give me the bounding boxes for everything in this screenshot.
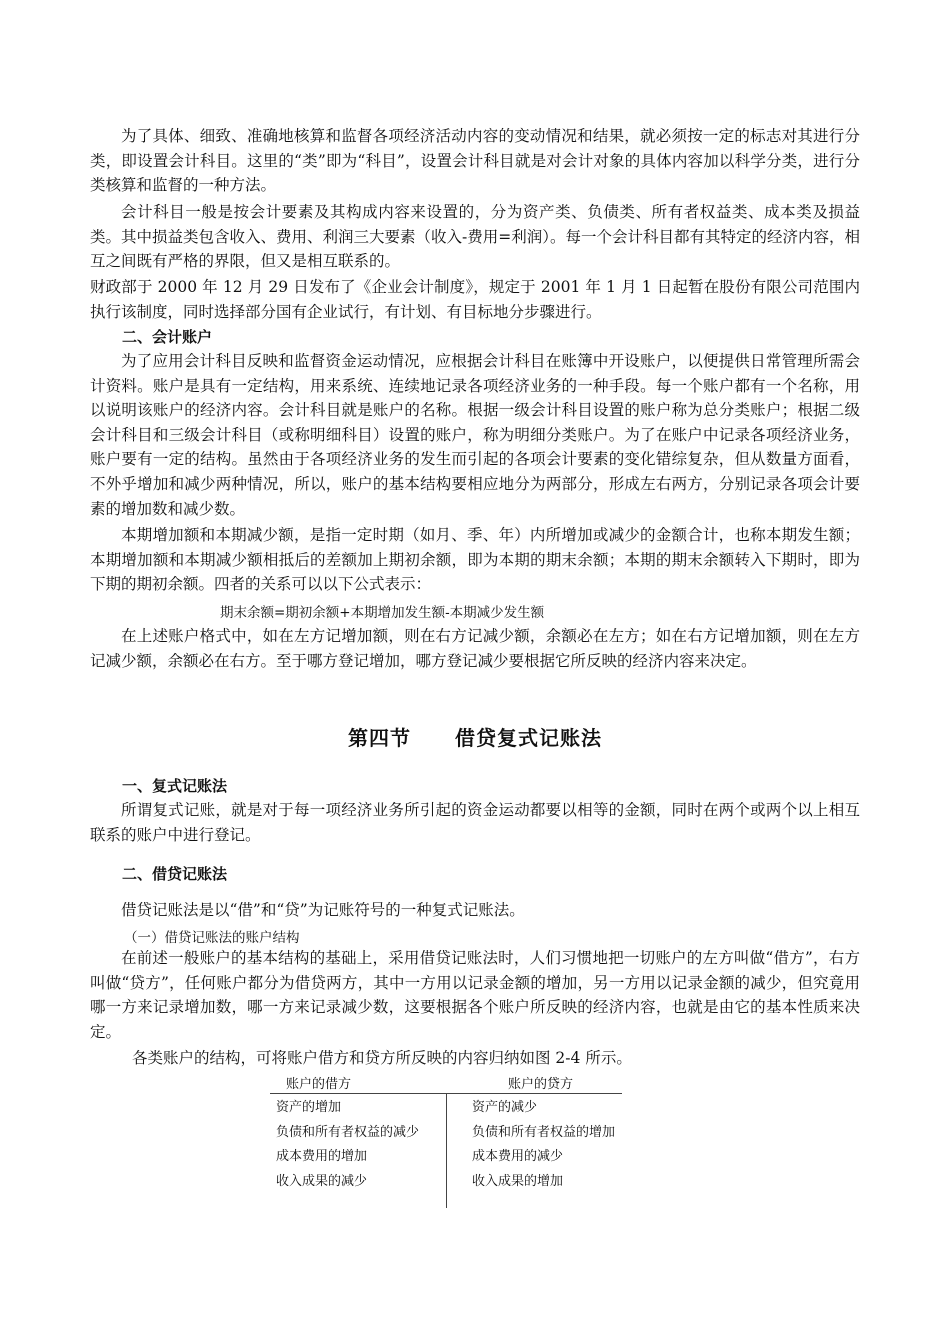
credit-side-items — [472, 1096, 615, 1194]
subheading-account-structure: （一）借贷记账法的账户结构 — [124, 930, 300, 946]
t-account-vertical-line — [446, 1093, 447, 1208]
paragraph-account-structure: 在前述一般账户的基本结构的基础上，采用借贷记账法时，人们习惯地把一切账户的左方叫做“借方”，右方叫做“贷方”，任何账户都分为借贷两方，其中一方用以记录金额的增加，另一方用以记录金额的减少，但究竟用哪一方来记录增加数，哪一方来记录减少数，这要根据各个账户所反映的经济内容，也就是由它的基本性质来决定。 — [90, 949, 860, 1041]
section-number: 第四节 — [348, 726, 411, 750]
credit-side-header: 账户的贷方 — [508, 1077, 574, 1092]
section-name: 借贷复式记账法 — [455, 726, 602, 750]
paragraph-subject-categories: 会计科目一般是按会计要素及其构成内容来设置的，分为资产类、负债类、所有者权益类、成本类及损益类。其中损益类包含收入、费用、利润三大要素（收入-费用=利润）。每一个会计科目都有其特定的经济内容，相互之间既有严格的界限，但又是相互联系的。 — [90, 203, 860, 271]
section-title — [0, 722, 950, 751]
credit-item: 收入成果的增加 — [472, 1173, 564, 1189]
heading-accounts: 二、会计账户 — [122, 328, 213, 346]
paragraph-double-entry: 所谓复式记账，就是对于每一项经济业务所引起的资金运动都要以相等的金额，同时在两个或两个以上相互联系的账户中进行登记。 — [90, 801, 860, 844]
debit-item: 负债和所有者权益的减少 — [276, 1124, 420, 1140]
debit-item: 收入成果的减少 — [276, 1173, 368, 1189]
heading-debit-credit: 二、借贷记账法 — [122, 865, 228, 883]
debit-side-header: 账户的借方 — [286, 1077, 352, 1092]
credit-item: 负债和所有者权益的增加 — [472, 1124, 616, 1140]
paragraph-accounting-regulation: 财政部于 2000 年 12 月 29 日发布了《企业会计制度》，规定于 2001 年 1 月 1 日起暂在股份有限公司范围内执行该制度，同时选择部分国有企业试行，有计划、有目标地分步骤进行。 — [90, 278, 860, 321]
debit-item: 资产的增加 — [276, 1100, 342, 1115]
heading-double-entry: 一、复式记账法 — [122, 777, 228, 795]
paragraph-figure-intro: 各类账户的结构，可将账户借方和贷方所反映的内容归纳如图 2-4 所示。 — [132, 1049, 632, 1067]
credit-item: 资产的减少 — [472, 1100, 538, 1115]
paragraph-accounts: 为了应用会计科目反映和监督资金运动情况，应根据会计科目在账簿中开设账户，以便提供日常管理所需会计资料。账户是具有一定结构，用来系统、连续地记录各项经济业务的一种手段。每一个账户都有一个名称，用以说明该账户的经济内容。会计科目就是账户的名称。根据一级会计科目设置的账户称为总分类账户；根据二级会计科目和三级会计科目（或称明细科目）设置的账户，称为明细分类账户。为了在账户中记录各项经济业务，账户要有一定的结构。虽然由于各项经济业务的发生而引起的各项会计要素的变化错综复杂，但从数量方面看，不外乎增加和减少两种情况，所以，账户的基本结构要相应地分为两部分，形成左右两方，分别记录各项会计要素的增加数和减少数。 — [90, 352, 860, 518]
formula: 期末余额=期初余额+本期增加发生额-本期减少发生额 — [220, 605, 545, 621]
paragraph-debit-credit: 借贷记账法是以“借”和“贷”为记账符号的一种复式记账法。 — [121, 901, 525, 919]
paragraph-balance-side: 在上述账户格式中，如在左方记增加额，则在右方记减少额，余额必在左方；如在右方记增加额，则在左方记减少额，余额必在右方。至于哪方登记增加，哪方登记减少要根据它所反映的经济内容来决定。 — [90, 627, 860, 670]
paragraph-period-amounts: 本期增加额和本期减少额，是指一定时期（如月、季、年）内所增加或减少的金额合计，也称本期发生额；本期增加额和本期减少额相抵后的差额加上期初余额，即为本期的期末余额；本期的期末余额转入下期时，即为下期的期初余额。四者的关系可以以下公式表示： — [90, 526, 860, 594]
paragraph-account-subjects: 为了具体、细致、准确地核算和监督各项经济活动内容的变动情况和结果，就必须按一定的标志对其进行分类，即设置会计科目。这里的“类”即为“科目”，设置会计科目就是对会计对象的具体内容加以科学分类，进行分类核算和监督的一种方法。 — [90, 127, 860, 195]
credit-item: 成本费用的减少 — [472, 1149, 564, 1164]
debit-item: 成本费用的增加 — [276, 1149, 368, 1164]
debit-side-items — [276, 1096, 419, 1194]
